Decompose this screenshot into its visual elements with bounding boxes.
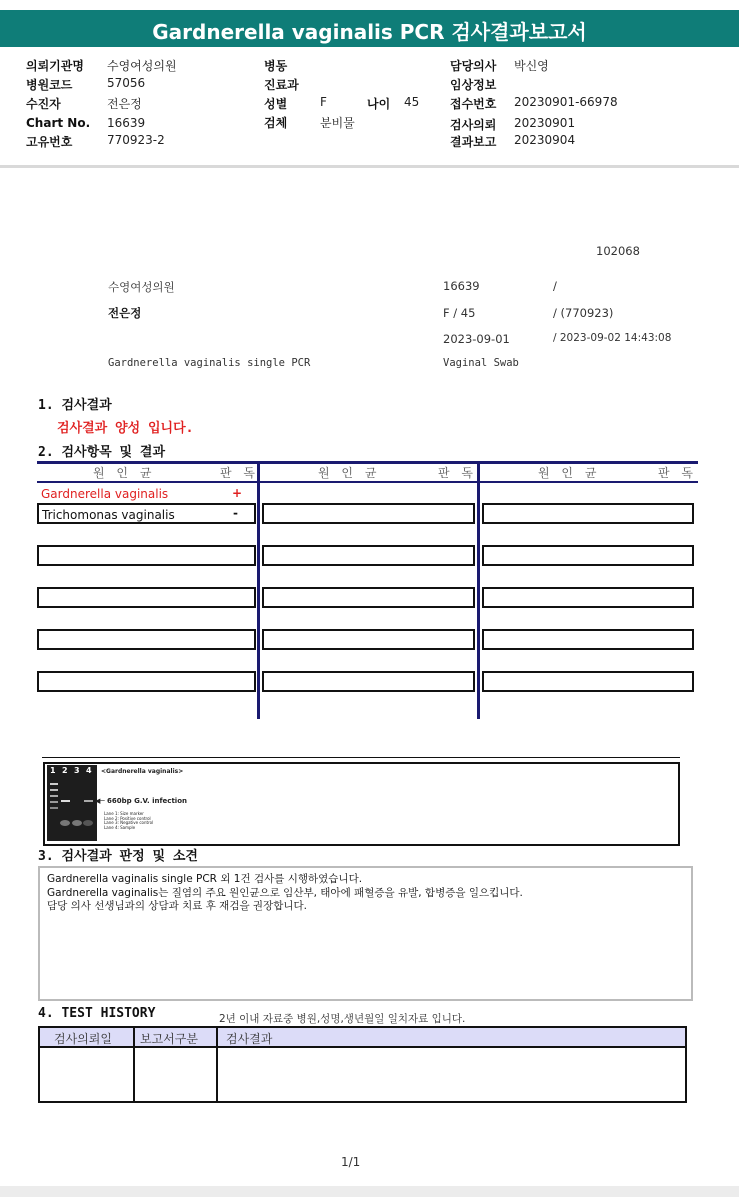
- header-label: 성별: [264, 97, 288, 111]
- gel-bands: [47, 765, 97, 841]
- report-title: Gardnerella vaginalis PCR 검사결과보고서: [152, 20, 587, 44]
- gel-lane-number: 3: [74, 766, 80, 775]
- info-slash: /: [553, 279, 557, 293]
- opinion-line: 담당 의사 선생님과의 상담과 치료 후 재검을 권장합니다.: [47, 900, 307, 912]
- gel-legend-line: Lane 4: Sample: [104, 824, 136, 830]
- info-clinic: 수영여성의원: [108, 280, 175, 294]
- header-label: Chart No.: [26, 116, 91, 130]
- result-cell-box: [482, 671, 694, 692]
- info-chart: 16639: [443, 279, 480, 293]
- gel-band-label: ◀─ 660bp G.V. infection: [95, 797, 187, 805]
- result-cell-box: [482, 545, 694, 566]
- gel-legend-line: Lane 1: Size marker: [104, 811, 144, 816]
- header-label: 진료과: [264, 78, 299, 92]
- header-value: 20230901-66978: [514, 95, 618, 109]
- header-value: 전은정: [107, 97, 142, 111]
- header-label: 고유번호: [26, 135, 73, 149]
- history-header: [40, 1028, 685, 1048]
- header-age-value: 45: [404, 95, 420, 109]
- gel-lane-number: 4: [86, 766, 92, 775]
- header-value: 20230904: [514, 133, 576, 147]
- section2-title: 2. 검사항목 및 결과: [38, 445, 166, 460]
- history-col-type: 보고서구분: [140, 1032, 198, 1046]
- history-table: [38, 1026, 687, 1103]
- result-cell-box: [262, 545, 475, 566]
- result-cell-box: [482, 587, 694, 608]
- footer-bar: [0, 1186, 739, 1197]
- history-col-divider-1: [133, 1028, 135, 1101]
- gel-legend-line: Lane 3: Negative control: [104, 820, 154, 826]
- result-cell-box: [262, 503, 475, 524]
- gel-top-rule: [42, 757, 680, 758]
- header-value: 수영여성의원: [107, 59, 177, 73]
- info-date1: 2023-09-01: [443, 332, 510, 346]
- header-value: 57056: [107, 76, 146, 90]
- header-value: 분비물: [320, 116, 355, 130]
- col-header-judge: 판 독: [438, 466, 477, 480]
- header-label: 병동: [264, 59, 288, 73]
- info-date2: / 2023-09-02 14:43:08: [553, 332, 672, 344]
- report-title-bar: [0, 10, 739, 47]
- header-label: 검사의뢰: [450, 118, 497, 132]
- result-table-divider-2: [477, 461, 480, 719]
- section1-result: 검사결과 양성 입니다.: [57, 421, 194, 436]
- result-cell-box: [37, 629, 256, 650]
- col-header-pathogen: 원 인 균: [318, 466, 381, 480]
- row2-result: -: [233, 506, 238, 520]
- col-header-pathogen: 원 인 균: [538, 466, 601, 480]
- result-cell-box: [37, 545, 256, 566]
- header-age-label: 나이: [367, 97, 391, 111]
- opinion-line: Gardnerella vaginalis single PCR 외 1건 검사를 시행하였습니다.: [47, 873, 363, 885]
- gel-title: <Gardnerella vaginalis>: [101, 768, 184, 775]
- header-label: 의뢰기관명: [26, 59, 84, 73]
- info-specimen: Vaginal Swab: [443, 357, 519, 369]
- result-table-header-rule: [37, 481, 698, 483]
- gel-lane-number: 2: [62, 766, 68, 775]
- page-number: 1/1: [341, 1155, 361, 1169]
- info-id: / (770923): [553, 306, 614, 320]
- col-header-judge: 판 독: [220, 466, 259, 480]
- col-header-pathogen: 원 인 균: [93, 466, 156, 480]
- history-col-result: 검사결과: [226, 1032, 273, 1046]
- result-cell-box: [262, 587, 475, 608]
- section1-title: 1. 검사결과: [38, 398, 112, 413]
- header-divider: [0, 165, 739, 168]
- history-col-date: 검사의뢰일: [54, 1032, 112, 1046]
- header-value: F: [320, 95, 327, 109]
- result-cell-box: [262, 629, 475, 650]
- header-value: 770923-2: [107, 133, 165, 147]
- header-label: 접수번호: [450, 97, 497, 111]
- row1-result: +: [232, 486, 243, 500]
- header-value: 16639: [107, 116, 146, 130]
- result-cell-box: [262, 671, 475, 692]
- header-label: 병원코드: [26, 78, 73, 92]
- header-label: 담당의사: [450, 59, 497, 73]
- result-cell-box: [482, 629, 694, 650]
- row1-pathogen: Gardnerella vaginalis: [41, 487, 169, 501]
- gel-image: [47, 765, 97, 841]
- result-cell-box: [482, 503, 694, 524]
- opinion-box: [38, 866, 693, 1001]
- info-test: Gardnerella vaginalis single PCR: [108, 357, 311, 369]
- header-label: 결과보고: [450, 135, 497, 149]
- section4-title: 4. TEST HISTORY: [38, 1006, 156, 1021]
- arrow-left-icon: ◀─: [95, 797, 108, 805]
- result-cell-box: [37, 587, 256, 608]
- opinion-line: Gardnerella vaginalis는 질염의 주요 원인균으로 임산부, 태아에 패혈증을 유발, 합병증을 일으킵니다.: [47, 886, 523, 899]
- col-header-judge: 판 독: [658, 466, 697, 480]
- info-sex-age: F / 45: [443, 306, 476, 320]
- header-label: 검체: [264, 116, 288, 130]
- section3-title: 3. 검사결과 판정 및 소견: [38, 849, 198, 864]
- history-col-divider-2: [216, 1028, 218, 1101]
- info-patient: 전은정: [108, 306, 142, 320]
- gel-legend-line: Lane 2: Positive control: [104, 815, 151, 821]
- header-value: 박신영: [514, 59, 549, 73]
- header-label: 임상정보: [450, 78, 497, 92]
- header-value: 20230901: [514, 116, 576, 130]
- info-code: 102068: [596, 244, 640, 258]
- header-label: 수진자: [26, 97, 61, 111]
- result-cell-box: [37, 671, 256, 692]
- gel-lane-number: 1: [50, 766, 56, 775]
- history-note: 2년 이내 자료중 병원,성명,생년월일 일치자료 입니다.: [219, 1013, 466, 1025]
- row2-pathogen: Trichomonas vaginalis: [42, 508, 175, 522]
- result-table-divider-1: [257, 461, 260, 719]
- opinion-text: [47, 873, 523, 914]
